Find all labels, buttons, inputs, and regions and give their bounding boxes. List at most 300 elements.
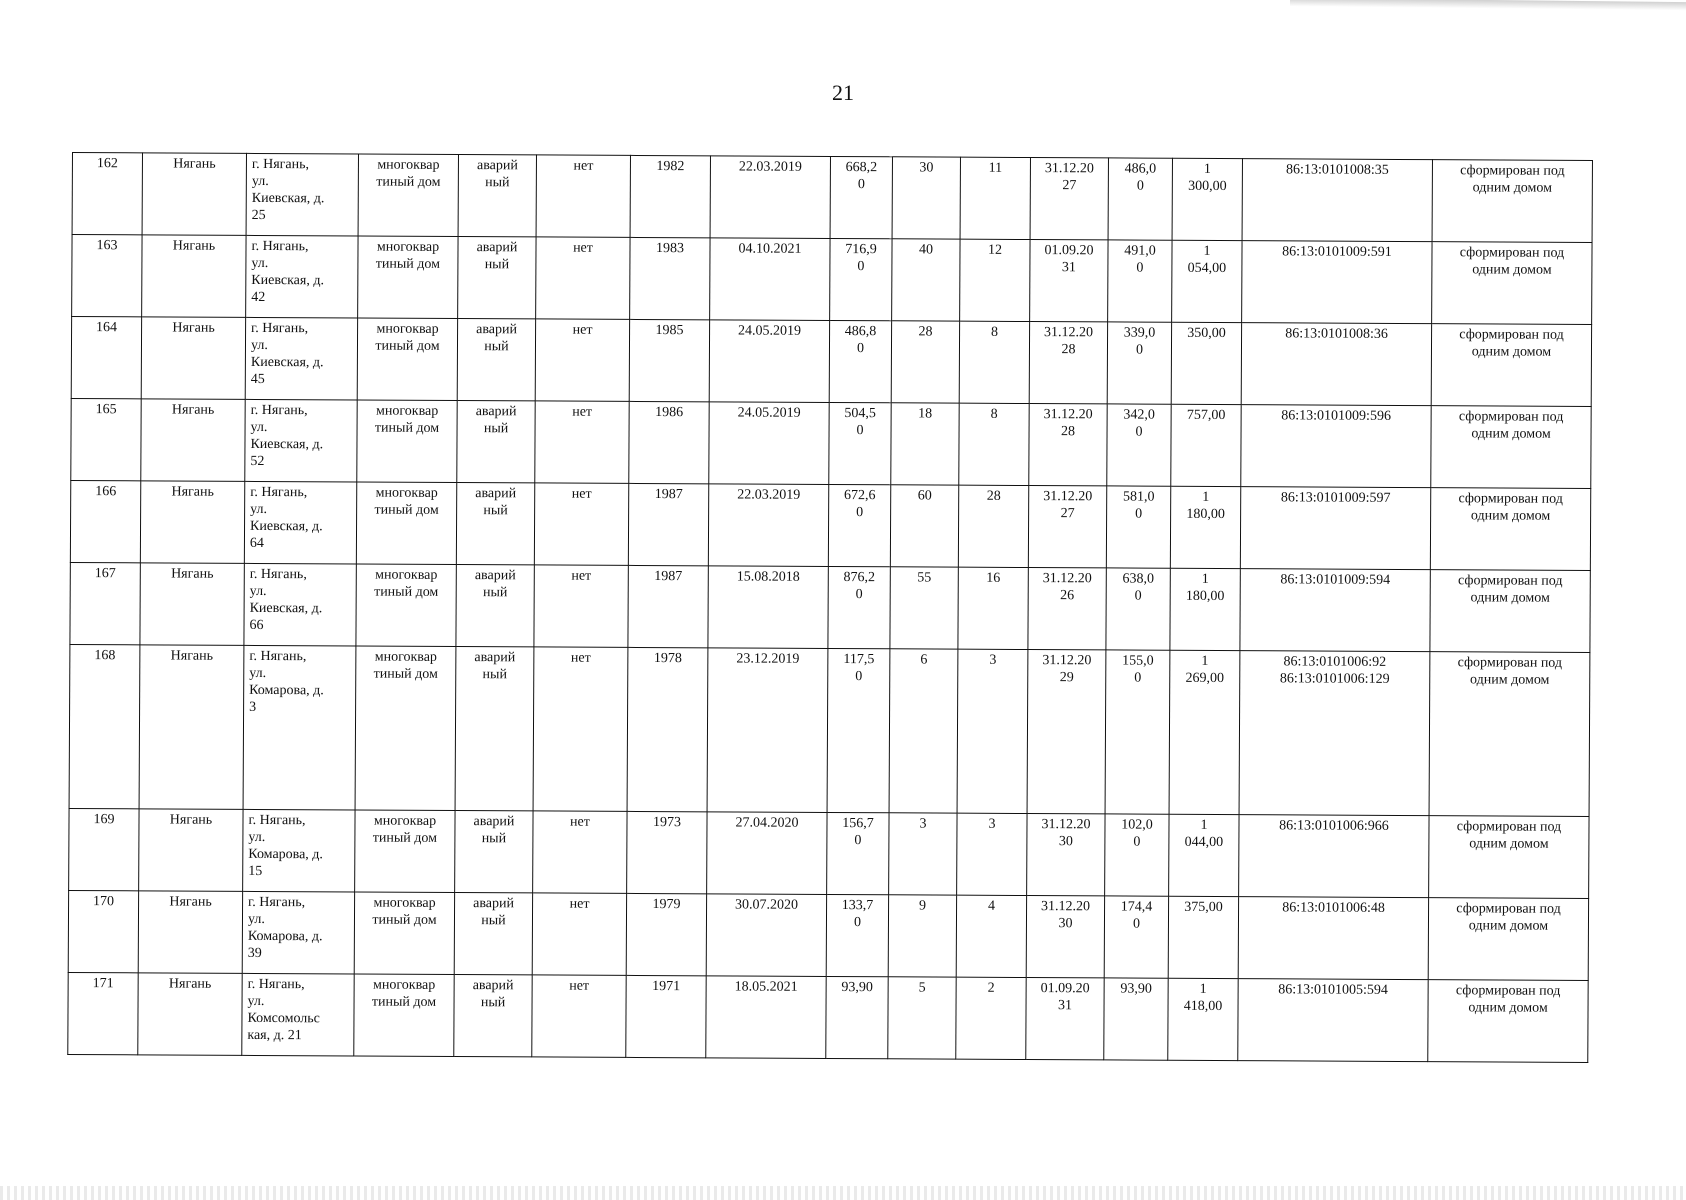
city-cell: Нягань — [141, 399, 245, 482]
housing-table — [67, 152, 1593, 1063]
building-type-line: тиный дом — [374, 502, 439, 518]
cadastral-number-line: 86:13:0101006:966 — [1279, 818, 1389, 834]
living-area-cell — [1105, 814, 1169, 896]
address-cell — [242, 973, 354, 1056]
total-area-line: 0 — [853, 915, 862, 931]
address-line: 3 — [249, 699, 257, 715]
apartments-cell: 16 — [958, 567, 1028, 649]
land-area-line: 044,00 — [1184, 834, 1224, 851]
building-type-line: тиный дом — [372, 912, 437, 928]
land-plot-status-line: сформирован под — [1458, 573, 1563, 589]
living-area-line: 174,4 — [1120, 899, 1153, 915]
land-area-cell — [1169, 814, 1239, 896]
land-plot-status-cell — [1432, 160, 1592, 243]
residents-cell: 9 — [888, 895, 956, 977]
table-row — [68, 890, 1588, 980]
deadline-line: 31.12.20 — [1043, 489, 1093, 505]
flag-cell: нет — [535, 319, 629, 401]
residents-cell: 30 — [892, 157, 960, 239]
land-plot-status-line: сформирован под — [1456, 819, 1562, 835]
apartments-cell: 8 — [959, 321, 1029, 403]
recognition-date-cell: 18.05.2021 — [706, 976, 826, 1059]
address-line: Киевская, д. — [250, 518, 323, 535]
address-line: 66 — [249, 617, 264, 634]
cadastral-number-cell — [1242, 241, 1432, 324]
cadastral-number-line: 86:13:0101008:36 — [1285, 326, 1388, 342]
living-area-cell — [1108, 240, 1172, 322]
land-area-cell — [1171, 404, 1241, 486]
land-plot-status-line: сформирован под — [1456, 901, 1561, 917]
address-cell — [245, 317, 357, 400]
cadastral-number-line: 86:13:0101009:596 — [1281, 408, 1392, 424]
condition-cell — [457, 401, 535, 483]
address-line: 45 — [250, 371, 265, 388]
condition-line: аварий — [474, 650, 516, 666]
city-cell: Нягань — [140, 481, 244, 564]
row-number-cell: 168 — [69, 644, 140, 808]
building-type-line: многоквар — [374, 649, 437, 665]
building-type-line: многоквар — [375, 567, 438, 583]
condition-line: аварий — [472, 978, 514, 994]
land-area-line: 1 — [1199, 981, 1207, 997]
building-type-line: многоквар — [373, 977, 436, 993]
recognition-date-cell: 27.04.2020 — [707, 812, 827, 895]
address-line: 64 — [249, 535, 264, 552]
scan-edge-bottom — [0, 1186, 1686, 1200]
total-area-line: 133,7 — [841, 898, 874, 914]
condition-cell — [454, 893, 532, 975]
address-line: ул. — [249, 665, 267, 682]
flag-cell: нет — [536, 155, 630, 237]
flag-cell: нет — [536, 237, 630, 319]
condition-line: аварий — [473, 814, 515, 830]
address-line: ул. — [247, 911, 265, 928]
construction-year-cell: 1982 — [630, 155, 710, 237]
land-area-cell — [1169, 650, 1240, 814]
total-area-line: 716,9 — [845, 242, 877, 258]
deadline-line: 31 — [1061, 260, 1076, 276]
condition-line: ный — [481, 831, 507, 847]
land-plot-status-line: сформирован под — [1458, 491, 1563, 507]
land-area-line: 1 — [1201, 571, 1209, 587]
living-area-line: 0 — [1133, 834, 1141, 850]
construction-year-cell: 1983 — [630, 237, 710, 319]
total-area-line: 0 — [855, 587, 863, 603]
building-type-line: многоквар — [373, 813, 437, 829]
total-area-cell — [827, 648, 890, 812]
total-area-cell — [826, 894, 888, 976]
total-area-cell — [828, 566, 890, 648]
building-type-line: тиный дом — [374, 584, 439, 600]
living-area-cell — [1104, 896, 1168, 978]
cadastral-number-cell — [1238, 979, 1428, 1062]
land-plot-status-cell — [1431, 406, 1591, 489]
address-line: Комарова, д. — [249, 682, 324, 699]
address-cell — [242, 891, 354, 974]
apartments-cell: 2 — [956, 977, 1026, 1059]
condition-cell — [455, 811, 533, 893]
flag-cell: нет — [532, 893, 626, 975]
building-type-line: многоквар — [377, 157, 440, 173]
total-area-line: 93,90 — [841, 980, 873, 996]
flag-cell: нет — [534, 483, 628, 565]
cadastral-number-line: 86:13:0101006:48 — [1282, 900, 1385, 916]
living-area-line: 486,0 — [1124, 161, 1157, 177]
land-area-line: 375,00 — [1184, 899, 1223, 916]
land-area-line: 180,00 — [1186, 506, 1225, 523]
land-plot-status-cell — [1428, 980, 1588, 1063]
city-cell: Нягань — [139, 645, 244, 810]
condition-line: ный — [482, 585, 508, 601]
residents-cell: 18 — [891, 403, 959, 485]
condition-line: ный — [484, 339, 509, 355]
land-area-line: 350,00 — [1187, 325, 1226, 342]
building-type-cell — [354, 892, 454, 975]
construction-year-cell: 1986 — [629, 401, 709, 483]
address-cell — [244, 481, 356, 564]
residents-cell: 55 — [890, 567, 958, 649]
building-type-line: тиный дом — [375, 256, 441, 272]
address-line: Комарова, д. — [247, 928, 323, 945]
condition-cell — [454, 975, 532, 1057]
land-area-line: 1 — [1202, 489, 1210, 505]
total-area-cell — [827, 812, 889, 894]
address-line: г. Нягань, — [250, 484, 308, 501]
scan-edge-top — [1290, 0, 1686, 14]
construction-year-cell: 1987 — [628, 565, 708, 647]
living-area-line: 0 — [1134, 670, 1142, 686]
row-number-cell: 171 — [68, 972, 138, 1054]
row-number-cell: 170 — [68, 890, 138, 972]
living-area-line: 0 — [1136, 178, 1144, 194]
total-area-cell — [830, 238, 892, 320]
construction-year-cell: 1973 — [627, 811, 707, 893]
building-type-line: многоквар — [376, 403, 439, 419]
construction-year-cell: 1985 — [629, 319, 709, 401]
land-plot-status-cell — [1432, 242, 1592, 325]
land-plot-status-line: сформирован под — [1455, 983, 1561, 999]
living-area-line: 0 — [1134, 588, 1142, 604]
total-area-line: 504,5 — [844, 406, 876, 422]
land-area-line: 1 — [1200, 817, 1208, 833]
deadline-cell — [1028, 486, 1106, 568]
deadline-line: 31.12.20 — [1042, 571, 1092, 587]
row-number-cell: 163 — [72, 235, 142, 317]
address-line: кая, д. 21 — [247, 1027, 302, 1044]
apartments-cell: 28 — [958, 485, 1028, 567]
building-type-cell — [355, 646, 456, 811]
cadastral-number-cell — [1241, 323, 1431, 406]
deadline-cell — [1030, 240, 1108, 322]
living-area-line: 0 — [1135, 506, 1143, 522]
living-area-line: 491,0 — [1124, 243, 1156, 259]
city-cell: Нягань — [139, 809, 243, 892]
condition-line: аварий — [474, 568, 516, 584]
land-plot-status-line: сформирован под — [1457, 655, 1563, 671]
residents-cell: 28 — [891, 321, 959, 403]
living-area-line: 339,0 — [1123, 325, 1156, 341]
recognition-date-cell: 24.05.2019 — [709, 402, 829, 485]
land-plot-status-line: одним домом — [1470, 590, 1550, 606]
address-line: г. Нягань, — [251, 238, 309, 255]
living-area-line: 581,0 — [1122, 489, 1155, 505]
city-cell: Нягань — [142, 153, 246, 236]
total-area-line: 0 — [856, 341, 865, 357]
cadastral-number-line: 86:13:0101006:92 — [1283, 654, 1387, 670]
condition-line: аварий — [475, 404, 517, 420]
deadline-line: 31.12.20 — [1044, 161, 1094, 177]
condition-cell — [456, 483, 534, 565]
land-plot-status-line: одним домом — [1469, 836, 1549, 852]
building-type-line: многоквар — [376, 321, 439, 337]
building-type-line: многоквар — [375, 485, 438, 501]
address-line: ул. — [250, 337, 268, 354]
residents-cell: 3 — [889, 813, 957, 895]
cadastral-number-cell — [1241, 405, 1431, 488]
total-area-line: 486,8 — [844, 324, 877, 340]
total-area-cell — [830, 156, 892, 238]
condition-line: аварий — [476, 240, 518, 256]
address-line: г. Нягань, — [249, 648, 307, 665]
land-area-line: 269,00 — [1185, 670, 1225, 687]
deadline-line: 30 — [1058, 916, 1073, 932]
land-plot-status-cell — [1430, 488, 1590, 571]
cadastral-number-cell — [1239, 815, 1429, 898]
condition-line: ный — [482, 667, 507, 683]
recognition-date-cell: 30.07.2020 — [706, 894, 826, 977]
table-row — [72, 235, 1592, 325]
total-area-line: 0 — [856, 423, 864, 439]
deadline-line: 27 — [1060, 506, 1075, 522]
address-line: Киевская, д. — [250, 354, 324, 371]
address-cell — [243, 809, 355, 892]
living-area-line: 93,90 — [1120, 981, 1152, 997]
condition-line: аварий — [476, 322, 518, 338]
deadline-line: 29 — [1059, 670, 1074, 686]
city-cell: Нягань — [138, 891, 242, 974]
recognition-date-cell: 24.05.2019 — [709, 320, 829, 403]
address-cell — [244, 563, 356, 646]
condition-line: аварий — [476, 158, 518, 174]
deadline-cell — [1027, 814, 1105, 896]
land-plot-status-line: одним домом — [1468, 918, 1549, 934]
total-area-cell — [829, 402, 891, 484]
city-cell: Нягань — [142, 235, 246, 318]
residents-cell: 6 — [889, 649, 958, 813]
cadastral-number-cell — [1240, 569, 1430, 652]
address-line: ул. — [250, 419, 268, 436]
address-line: Киевская, д. — [250, 436, 324, 453]
land-area-line: 757,00 — [1186, 407, 1226, 424]
cadastral-number-cell — [1239, 651, 1430, 816]
city-cell: Нягань — [141, 317, 245, 400]
deadline-line: 31.12.20 — [1044, 325, 1094, 341]
living-area-line: 0 — [1135, 342, 1144, 358]
living-area-line: 0 — [1132, 916, 1141, 932]
total-area-line: 117,5 — [843, 652, 875, 668]
address-line: г. Нягань, — [247, 976, 305, 993]
total-area-line: 668,2 — [845, 160, 878, 176]
address-line: г. Нягань, — [248, 812, 306, 829]
condition-line: ный — [483, 503, 508, 519]
address-line: ул. — [251, 173, 269, 190]
row-number-cell: 167 — [70, 562, 140, 644]
table-row — [68, 972, 1588, 1062]
land-plot-status-line: сформирован под — [1458, 409, 1564, 425]
land-area-line: 418,00 — [1183, 998, 1223, 1015]
living-area-cell — [1107, 322, 1171, 404]
land-plot-status-cell — [1428, 898, 1588, 981]
deadline-line: 26 — [1060, 588, 1075, 604]
total-area-line: 876,2 — [843, 570, 876, 586]
table-row — [71, 398, 1591, 488]
residents-cell: 60 — [890, 485, 958, 567]
deadline-line: 28 — [1061, 342, 1076, 358]
total-area-line: 0 — [856, 505, 864, 521]
cadastral-number-line: 86:13:0101009:591 — [1282, 244, 1392, 260]
condition-line: ный — [484, 257, 510, 273]
land-area-line: 180,00 — [1185, 588, 1225, 605]
living-area-cell — [1107, 404, 1171, 486]
deadline-line: 01.09.20 — [1040, 981, 1090, 997]
living-area-cell — [1104, 978, 1168, 1060]
condition-line: аварий — [473, 896, 515, 912]
condition-cell — [457, 319, 535, 401]
table-row — [70, 480, 1590, 570]
living-area-cell — [1108, 158, 1172, 240]
land-plot-status-line: одним домом — [1472, 262, 1552, 278]
housing-table-wrapper — [67, 152, 1593, 1063]
address-line: 15 — [248, 863, 263, 880]
condition-line: аварий — [475, 486, 517, 502]
condition-line: ный — [485, 175, 510, 191]
deadline-cell — [1030, 158, 1108, 240]
land-area-line: 300,00 — [1188, 178, 1227, 195]
building-type-line: тиный дом — [371, 994, 437, 1010]
address-line: 25 — [251, 207, 266, 224]
living-area-cell — [1106, 568, 1170, 650]
address-line: ул. — [248, 829, 266, 846]
address-line: г. Нягань, — [251, 156, 310, 173]
building-type-cell — [358, 154, 458, 237]
land-area-cell — [1170, 568, 1240, 650]
building-type-cell — [356, 564, 456, 647]
row-number-cell: 162 — [72, 153, 142, 235]
deadline-cell — [1028, 568, 1106, 650]
apartments-cell: 11 — [960, 157, 1030, 239]
table-row — [71, 317, 1591, 407]
land-area-cell — [1171, 322, 1241, 404]
table-row — [70, 562, 1590, 652]
cadastral-number-cell — [1242, 159, 1432, 242]
address-line: ул. — [247, 993, 265, 1010]
building-type-cell — [357, 400, 457, 483]
condition-cell — [458, 155, 536, 237]
construction-year-cell: 1979 — [626, 893, 706, 975]
address-line: Киевская, д. — [251, 190, 325, 207]
construction-year-cell: 1978 — [627, 647, 708, 811]
flag-cell: нет — [533, 647, 628, 811]
total-area-line: 156,7 — [842, 816, 874, 832]
total-area-cell — [828, 484, 890, 566]
building-type-line: тиный дом — [375, 338, 440, 354]
recognition-date-cell: 22.03.2019 — [710, 156, 830, 239]
deadline-line: 30 — [1058, 834, 1073, 850]
address-line: г. Нягань, — [251, 320, 309, 337]
condition-cell — [458, 237, 536, 319]
land-area-line: 1 — [1203, 161, 1211, 177]
construction-year-cell: 1987 — [628, 483, 708, 565]
deadline-line: 27 — [1062, 178, 1077, 194]
building-type-line: тиный дом — [376, 174, 441, 190]
condition-line: ный — [480, 995, 506, 1011]
apartments-cell: 3 — [957, 813, 1027, 895]
condition-cell — [455, 647, 534, 811]
apartments-cell: 3 — [957, 649, 1028, 813]
address-line: ул. — [251, 255, 269, 272]
land-plot-status-line: одним домом — [1471, 344, 1552, 360]
land-plot-status-line: одним домом — [1470, 672, 1550, 688]
total-area-line: 0 — [855, 669, 863, 685]
deadline-line: 01.09.20 — [1044, 243, 1094, 259]
address-line: Комарова, д. — [248, 846, 323, 863]
row-number-cell: 164 — [71, 317, 141, 399]
deadline-cell — [1027, 650, 1106, 814]
table-row — [69, 644, 1590, 816]
living-area-line: 638,0 — [1122, 571, 1155, 587]
land-area-cell — [1168, 978, 1238, 1060]
total-area-cell — [829, 320, 891, 402]
building-type-line: тиный дом — [374, 420, 440, 436]
row-number-cell: 165 — [71, 398, 141, 480]
building-type-line: тиный дом — [372, 830, 438, 846]
address-line: г. Нягань, — [249, 566, 307, 583]
land-plot-status-line: сформирован под — [1459, 245, 1565, 261]
land-plot-status-line: одним домом — [1470, 508, 1551, 524]
building-type-cell — [354, 974, 454, 1057]
deadline-line: 31.12.20 — [1043, 407, 1093, 423]
land-area-line: 1 — [1201, 653, 1209, 669]
building-type-line: многоквар — [373, 895, 436, 911]
condition-line: ный — [481, 913, 506, 929]
cadastral-number-line: 86:13:0101006:129 — [1279, 671, 1390, 687]
building-type-line: многоквар — [376, 239, 440, 255]
deadline-cell — [1029, 322, 1107, 404]
land-plot-status-cell — [1430, 570, 1590, 653]
living-area-line: 102,0 — [1121, 817, 1153, 833]
total-area-cell — [826, 976, 888, 1058]
table-row — [72, 153, 1592, 243]
cadastral-number-cell — [1238, 897, 1428, 980]
cadastral-number-cell — [1240, 487, 1430, 570]
building-type-line: тиный дом — [373, 666, 438, 682]
living-area-cell — [1106, 486, 1170, 568]
deadline-cell — [1026, 978, 1104, 1060]
land-plot-status-line: сформирован под — [1460, 163, 1565, 179]
address-cell — [246, 235, 358, 318]
flag-cell: нет — [535, 401, 629, 483]
living-area-line: 0 — [1135, 424, 1143, 440]
apartments-cell: 12 — [960, 239, 1030, 321]
cadastral-number-line: 86:13:0101009:594 — [1280, 572, 1391, 588]
condition-line: ный — [483, 421, 509, 437]
deadline-line: 31 — [1058, 998, 1073, 1014]
condition-cell — [456, 565, 534, 647]
land-plot-status-line: одним домом — [1471, 426, 1551, 442]
deadline-cell — [1029, 404, 1107, 486]
apartments-cell: 4 — [956, 895, 1026, 977]
apartments-cell: 8 — [959, 403, 1029, 485]
